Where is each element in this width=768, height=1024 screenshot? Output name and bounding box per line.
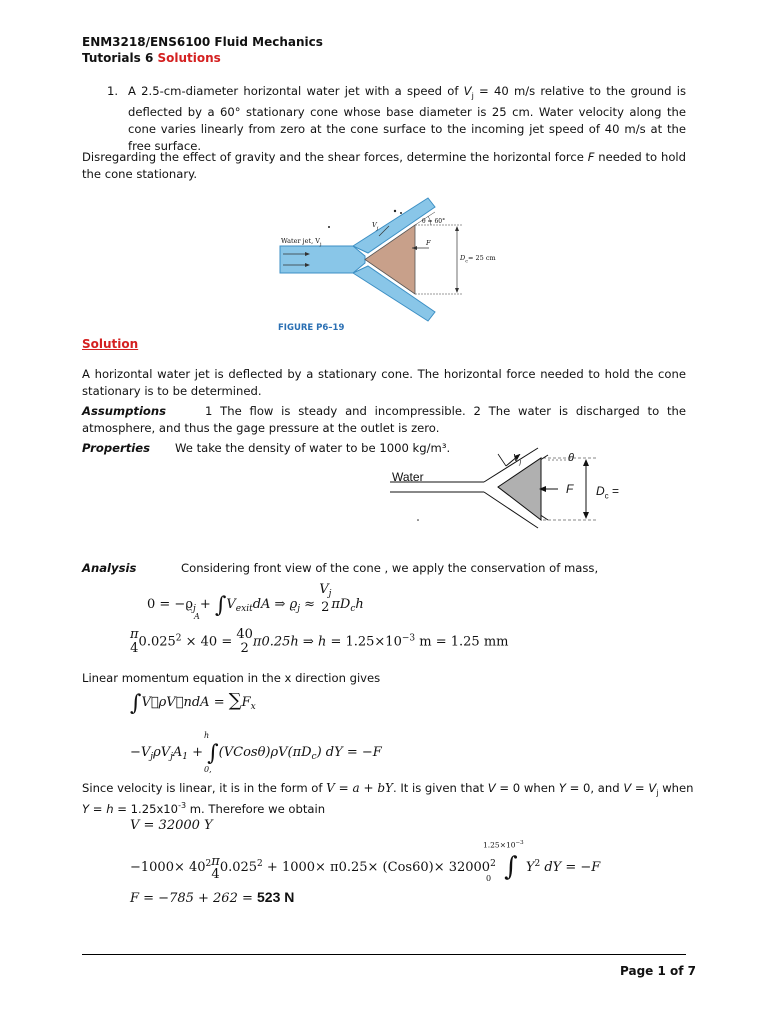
- fig1-label-F: F: [426, 239, 431, 247]
- solution-heading: Solution: [82, 337, 139, 351]
- momentum-integral-upper: h: [204, 731, 210, 740]
- linear-velocity-text: Since velocity is linear, it is in the form of V = a + bY. It is given that V = 0 when Y = 0, and $V = V_j$ when: [82, 781, 694, 798]
- cone-figure: [275, 190, 515, 340]
- problem-text-c2: needed to hold the cone stationary.: [82, 150, 686, 181]
- assumptions-label: Assumptions: [82, 404, 167, 418]
- analysis-text: Considering front view of the cone , we apply the conservation of mass,: [181, 561, 599, 575]
- velocity-equation: V = 32000 Y: [130, 818, 213, 833]
- subtitle-highlight: Solutions: [157, 51, 221, 65]
- sketch-label-vj: $V_j$: [513, 453, 522, 466]
- footer-rule: [82, 954, 686, 955]
- jet-body: [280, 246, 365, 273]
- sketch-label-water: Water: [392, 470, 424, 484]
- momentum-equation: ∫V⃗ρV⃗ndA = $\sum F_x$: [130, 690, 256, 716]
- sketch-label-F: F: [566, 482, 574, 496]
- properties-text: We take the density of water to be 1000 kg/m³.: [175, 441, 451, 455]
- assumptions-paragraph: [82, 403, 686, 437]
- momentum-integral-lower: 0,: [204, 765, 212, 774]
- properties-label: Properties: [82, 441, 150, 455]
- problem-text-c1: Disregarding the effect of gravity and the shear forces, determine the horizontal force: [82, 150, 588, 164]
- force-symbol: F: [587, 150, 595, 164]
- assumptions-text: 1 The flow is steady and incompressible. 2 The water is discharged to the atmosphere, and thus the gage pressure at the outlet is zero.: [82, 404, 686, 435]
- problem-statement: [128, 83, 686, 155]
- linear-velocity-text-2: $Y = h = 1.25x10^{-3}$ m. Therefore we obtain: [82, 801, 326, 816]
- subtitle-prefix: Tutorials 6: [82, 51, 158, 65]
- fig1-label-theta: θ = 60°: [422, 218, 446, 225]
- solution-intro: A horizontal water jet is deflected by a stationary cone. The horizontal force needed to hold the cone stationary is to be determined.: [82, 367, 686, 398]
- momentum-intro: Linear momentum equation in the x direction gives: [82, 671, 381, 685]
- course-title: ENM3218/ENS6100 Fluid Mechanics: [82, 35, 323, 49]
- problem-text-a: A 2.5-cm-diameter horizontal water jet with a speed of: [128, 84, 464, 98]
- big-integral-upper: $1.25\times 10^{-3}$: [483, 840, 524, 850]
- mass-solution: π 4 $0.025^2 \times 40$ = 40 2 π0.25h ⇒ $h = 1.25\times 10^{-3}$ m = 1.25 mm: [130, 627, 509, 656]
- force-integral-equation: $-1000\times 40^2$ π 4 $0.025^2 + 1000\times \pi 0.25\times (Cos60)\times 32000^2$ ∫ $Y^2$ dY = −F: [130, 852, 601, 882]
- fig1-label-vj: $V_j$: [372, 221, 379, 232]
- vj-symbol: V: [463, 84, 472, 98]
- sketch-label-dc: $D_c$ =: [596, 484, 620, 501]
- tutorial-subtitle: [82, 50, 221, 67]
- vj-sub: j: [471, 91, 474, 101]
- page-number: Page 1 of 7: [620, 964, 697, 978]
- analysis-label: Analysis: [82, 561, 137, 575]
- big-integral-lower: 0: [486, 874, 492, 883]
- final-answer: F = −785 + 262 = 523 N: [130, 889, 295, 906]
- problem-number: 1.: [107, 84, 119, 98]
- figure-caption: FIGURE P6–19: [278, 323, 345, 333]
- problem-question: [82, 149, 686, 183]
- problem-text-b: = 40 m/s relative to the ground is deflected by a 60° stationary cone whose base diameter is 25 cm. Water velocity along the cone varies linearly from zero at the cone surface to the incoming jet speed of 40 m/s at the free surface.: [128, 84, 686, 154]
- fig1-label-dc: $D_c= 25$ cm: [460, 254, 496, 265]
- fig1-label-jet: Water jet, $V_j$: [281, 237, 322, 248]
- sketch-cone: [498, 458, 541, 520]
- mass-equation: $0 = -ϱ_j + \int V_{exit}dA$ ⇒ $ϱ_j$ ≈ $V_j$ 2 $\pi D_ch$: [147, 582, 364, 618]
- sketch-label-theta: θ: [568, 452, 574, 464]
- integral-lower-A: A: [194, 612, 200, 621]
- momentum-x-equation: $-V_j\rho V_jA_1$ + $\int(VCos\theta)\rho V(\pi D_c)$ dY = −F: [130, 741, 382, 766]
